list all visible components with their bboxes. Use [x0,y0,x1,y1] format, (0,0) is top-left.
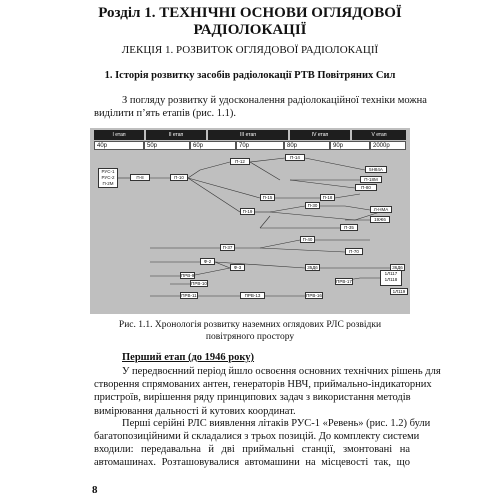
diagram-connectors [90,128,410,314]
radar-box: П-80 [355,184,377,191]
paragraph-line: пристроїв, вирішення ряду принципових задач з використання методів [94,392,411,403]
decade-label: 80р [284,141,330,150]
radar-box [98,168,118,188]
chapter-title-line2: РАДІОЛОКАЦІЇ [193,22,307,38]
paragraph-line: багатопозиційними й складалися з трьох позицій. До комплекту системи [94,431,420,442]
radar-box [380,270,402,286]
section-title: 1. Історія розвитку засобів радіолокації РТВ Повітряних Сил [104,70,396,81]
radar-name: РУС-2 [101,175,115,180]
radar-box: ПРВ-16 [306,293,322,298]
radar-chronology-diagram [90,128,410,314]
stage-label: IV етап [290,130,350,140]
decade-label: 2000р [370,141,406,150]
radar-box: П-12 [230,158,250,165]
radar-box: ПРВ-9 [181,273,195,278]
stage-label: I етап [94,130,144,140]
radar-name: П-2М [102,181,114,186]
page-number: 8 [92,484,98,496]
radar-box: П-35 [340,224,358,231]
figure-caption-line1: Рис. 1.1. Хронологія розвитку наземних оглядових РЛС розвідки [118,320,382,330]
decade-label: 50р [144,141,190,150]
radar-box: П-30 [305,202,320,209]
paragraph-line: Перші серійні РЛС виявлення літаків РУС-1 «Ревень» (рис. 1.2) були [122,418,431,429]
paragraph-line: створення спрямованих антен, генераторів НВЧ, приймально-індикаторних [94,379,432,390]
paragraph-line: входили: передавальна й дві приймальні станції, змонтовані на [94,444,410,455]
radar-box: Л-НМА [370,206,392,213]
radar-box: Ф-3 [230,264,245,271]
radar-box: 5Н84А [365,166,387,173]
radar-box: Ф-2 [200,258,215,265]
radar-box: П-70 [345,248,363,255]
paragraph-line: У передвоєнний період йшло освоєння основних технічних рішень для [122,366,441,377]
intro-line-2: виділити п’ять етапів (рис. 1.1). [94,108,237,119]
radar-box: 36Д6 [390,264,405,271]
paragraph-line: вимірювання дальності й кутових координат. [94,406,296,417]
radar-box: П-37 [220,244,235,251]
chapter-title-line1: Розділ 1. ТЕХНІЧНІ ОСНОВИ ОГЛЯДОВОЇ [98,5,402,21]
radar-box: П-18М [360,176,382,183]
radar-box: 35Д6 [305,264,320,271]
radar-box: ПРВ-10 [191,281,207,286]
decade-label: 60р [190,141,236,150]
radar-box: ПРВ-17 [336,279,352,284]
intro-line-1: З погляду розвитку й удосконалення радіолокаційної техніки можна [122,95,427,106]
radar-box: П-15 [260,194,275,201]
paragraph-line: автомашинах. Розташовувалися автомашини на місцевості так, що [94,457,410,468]
radar-name: 1Л118 [384,277,398,282]
radar-box: П-14 [285,154,305,161]
stage-label: III етап [208,130,288,140]
decade-label: 90р [330,141,370,150]
stage-label: V етап [352,130,406,140]
radar-box: ПРВ-11 [181,293,197,298]
lecture-title: ЛЕКЦІЯ 1. РОЗВИТОК ОГЛЯДОВОЇ РАДІОЛОКАЦІЇ [121,44,379,56]
stage-label: II етап [146,130,206,140]
radar-box: 1Л119 [390,288,408,295]
radar-box: 19Ж6 [370,216,390,223]
figure-caption-line2: повітряного простору [205,332,295,342]
radar-box: П-10 [170,174,188,181]
radar-box: П-40 [300,236,315,243]
radar-name: 1Л117 [384,271,398,276]
radar-box: ПРВ-13 [240,292,265,299]
decade-label: 70р [236,141,284,150]
subsection-title: Перший етап (до 1946 року) [122,352,255,363]
radar-box: П-18 [320,194,335,201]
decade-label: 40р [94,141,144,150]
radar-box: П-8 [130,174,150,181]
radar-box: П-19 [240,208,255,215]
radar-name: РУС-1 [101,169,115,174]
